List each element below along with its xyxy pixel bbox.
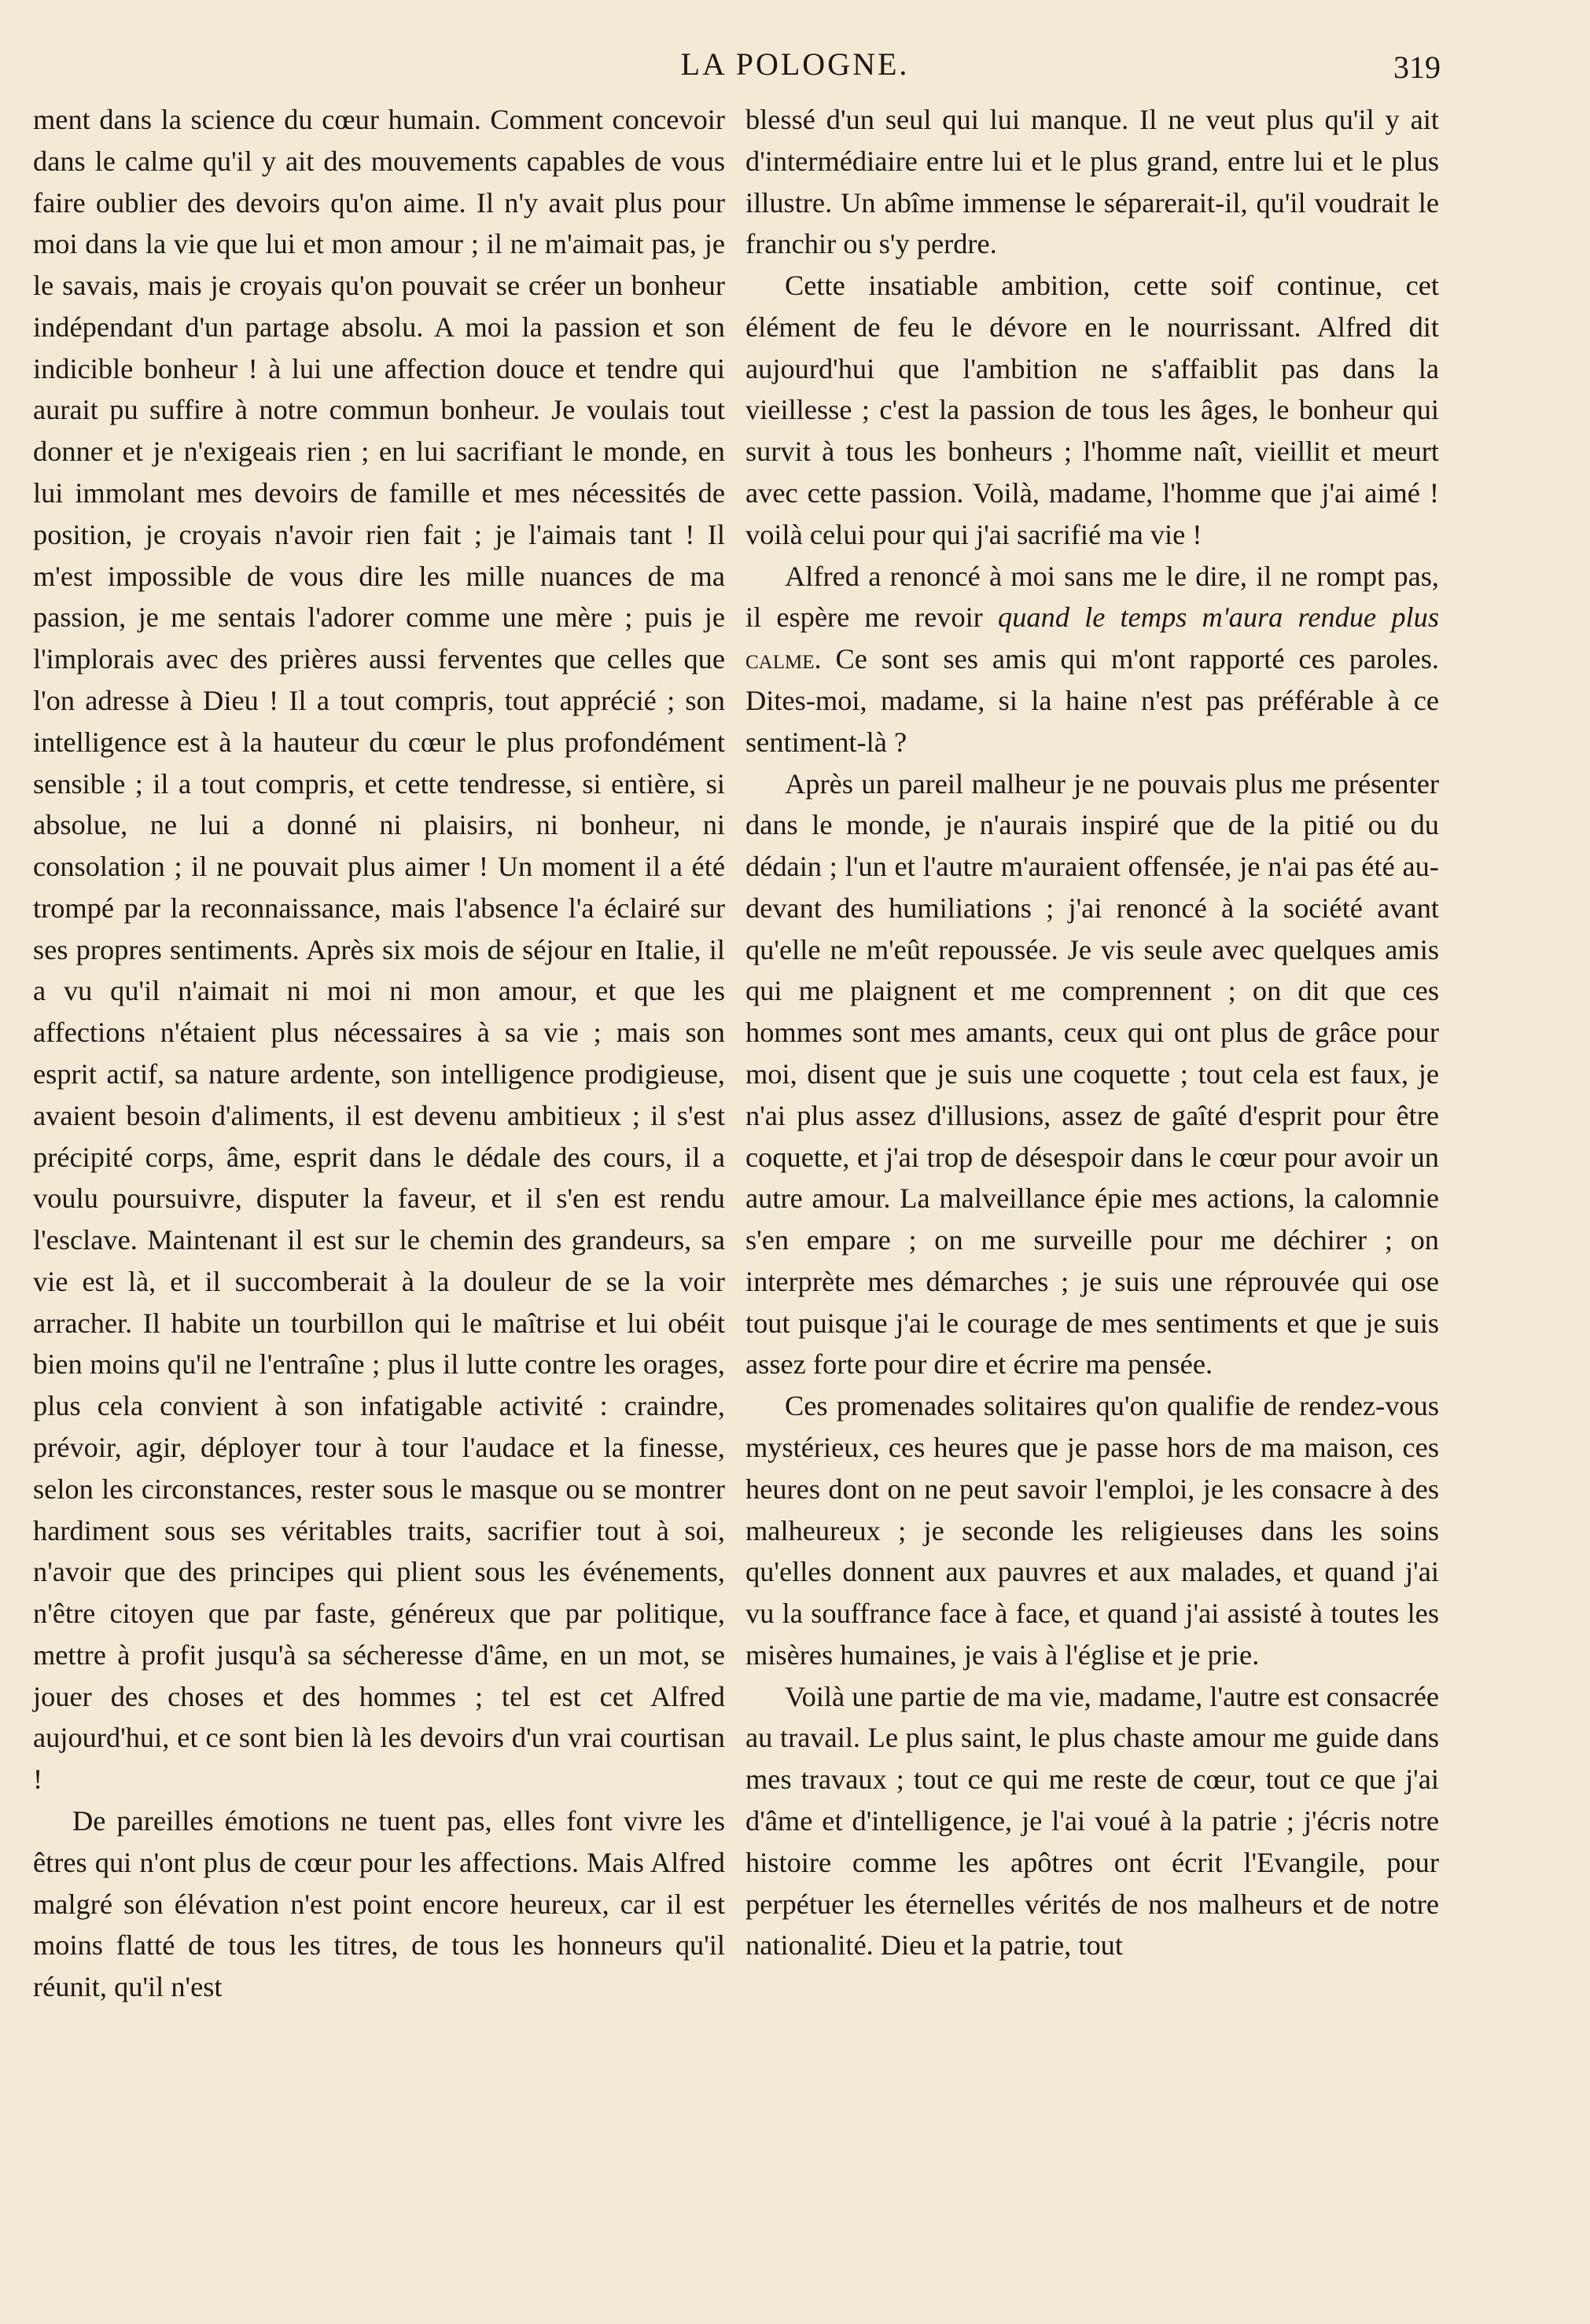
small-caps-word: calme xyxy=(745,643,815,675)
page-number: 319 xyxy=(1393,50,1441,85)
paragraph: Ces promenades solitaires qu'on qualifie de rendez-vous mystérieux, ces heures que je passe hors de ma maison, ces heures dont on ne peut savoir l'emploi, je les consacre à des malheureux ; je seconde les religieuses dans les soins qu'elles donnent aux pauvres et aux malades, et quand j'ai vu la souffrance face à face, et quand j'ai assisté à toutes les misères humaines, je vais à l'église et je prie. xyxy=(745,1390,1439,1671)
paragraph-text: . Ce sont ses amis qui m'ont rapporté ces paroles. Dites-moi, madame, si la haine n'est pas préférable à ce sentiment-là ? xyxy=(745,643,1439,758)
italic-quote: quand le temps m'aura rendue plus xyxy=(998,601,1439,634)
paragraph: Voilà une partie de ma vie, madame, l'autre est consacrée au travail. Le plus saint, le plus chaste amour me guide dans mes travaux ; tout ce qui me reste de cœur, tout ce que j'ai d'âme et d'intelligence, je l'ai voué à la patrie ; j'écris notre histoire comme les apôtres ont écrit l'Evangile, pour perpétuer les éternelles vérités de nos malheurs et de notre nationalité. Dieu et la patrie, tout xyxy=(745,1680,1439,1962)
column-divider xyxy=(730,99,731,2277)
paragraph: Cette insatiable ambition, cette soif continue, cet élément de feu le dévore en le nourrissant. Alfred dit aujourd'hui que l'ambition ne s'affaiblit pas dans la vieillesse ; c'est la passion de tous les âges, le bonheur qui survit à tous les bonheurs ; l'homme naît, vieillit et meurt avec cette passion. Voilà, madame, l'homme que j'ai aimé ! voilà celui pour qui j'ai sacrifié ma vie ! xyxy=(745,270,1439,550)
left-column xyxy=(33,99,725,2008)
paragraph: De pareilles émotions ne tuent pas, elles font vivre les êtres qui n'ont plus de cœur pour les affections. Mais Alfred malgré son élévation n'est point encore heureux, car il est moins flatté de tous les titres, de tous les honneurs qu'il réunit, qu'il n'est xyxy=(33,1805,725,2003)
right-column xyxy=(745,99,1439,1966)
paragraph-text: Alfred a renoncé à moi sans me le dire, il ne rompt pas, il espère me revoir xyxy=(745,560,1439,634)
running-title: LA POLOGNE. xyxy=(680,46,910,82)
paragraph: ment dans la science du cœur humain. Comment concevoir dans le calme qu'il y ait des mouvements capables de vous faire oublier des devoirs qu'on aime. Il n'y avait plus pour moi dans la vie que lui et mon amour ; il ne m'aimait pas, je le savais, mais je croyais qu'on pouvait se créer un bonheur indépendant d'un partage absolu. A moi la passion et son indicible bonheur ! à lui une affection douce et tendre qui aurait pu suffire à notre commun bonheur. Je voulais tout donner et je n'exigeais rien ; en lui sacrifiant le monde, en lui immolant mes devoirs de famille et mes nécessités de position, je croyais n'avoir rien fait ; je l'aimais tant ! Il m'est impossible de vous dire les mille nuances de ma passion, je me sentais l'adorer comme une mère ; puis je l'implorais avec des prières aussi ferventes que celles que l'on adresse à Dieu ! Il a tout compris, tout apprécié ; son intelligence est à la hauteur du cœur le plus profondément sensible ; il a tout compris, et cette tendresse, si entière, si absolue, ne lui a donné ni plaisirs, ni bonheur, ni consolation ; il ne pouvait plus aimer ! Un moment il a été trompé par la reconnaissance, mais l'absence l'a éclairé sur ses propres sentiments. Après six mois de séjour en Italie, il a vu qu'il n'aimait ni moi ni mon amour, et que les affections n'étaient plus nécessaires à sa vie ; mais son esprit actif, sa nature ardente, son intelligence prodigieuse, avaient besoin d'aliments, il est devenu ambitieux ; il s'est précipité corps, âme, esprit dans le dédale des cours, il a voulu poursuivre, disputer la faveur, et il s'en est rendu l'esclave. Maintenant il est sur le chemin des grandeurs, sa vie est là, et il succomberait à la douleur de se la voir arracher. Il habite un tourbillon qui le maîtrise et lui obéit bien moins qu'il ne l'entraîne ; plus il lutte contre les orages, plus cela convient à son infatigable activité : craindre, prévoir, agir, déployer tour à tour l'audace et la finesse, selon les circonstances, rester sous le masque ou se montrer hardiment sous ses véritables traits, sacrifier tout à soi, n'avoir que des principes qui plient sous les événements, n'être citoyen que par faste, généreux que par politique, mettre à profit jusqu'à sa sécheresse d'âme, en un mot, se jouer des choses et des hommes ; tel est cet Alfred aujourd'hui, et ce sont bien là les devoirs d'un vrai courtisan ! xyxy=(33,104,725,1796)
paragraph xyxy=(745,556,1439,763)
paragraph: Après un pareil malheur je ne pouvais plus me présenter dans le monde, je n'aurais inspiré que de la pitié ou du dédain ; l'un et l'autre m'auraient offensée, je n'ai pas été au-devant des humiliations ; j'ai renoncé à la société avant qu'elle ne m'eût repoussée. Je vis seule avec quelques amis qui me plaignent et me comprennent ; on dit que ces hommes sont mes amants, ceux qui ont plus de grâce pour moi, disent que je suis une coquette ; tout cela est faux, je n'ai plus assez d'illusions, assez de gaîté d'esprit pour être coquette, et j'ai trop de désespoir dans le cœur pour avoir un autre amour. La malveillance épie mes actions, la calomnie s'en empare ; on me surveille pour me déchirer ; on interprète mes démarches ; je suis une réprouvée qui ose tout puisque j'ai le courage de mes sentiments et que je suis assez forte pour dire et écrire ma pensée. xyxy=(745,767,1439,1381)
paragraph: blessé d'un seul qui lui manque. Il ne veut plus qu'il y ait d'intermédiaire entre lui et le plus grand, entre lui et le plus illustre. Un abîme immense le séparerait-il, qu'il voudrait le franchir ou s'y perdre. xyxy=(745,104,1439,260)
running-header xyxy=(0,46,1590,93)
